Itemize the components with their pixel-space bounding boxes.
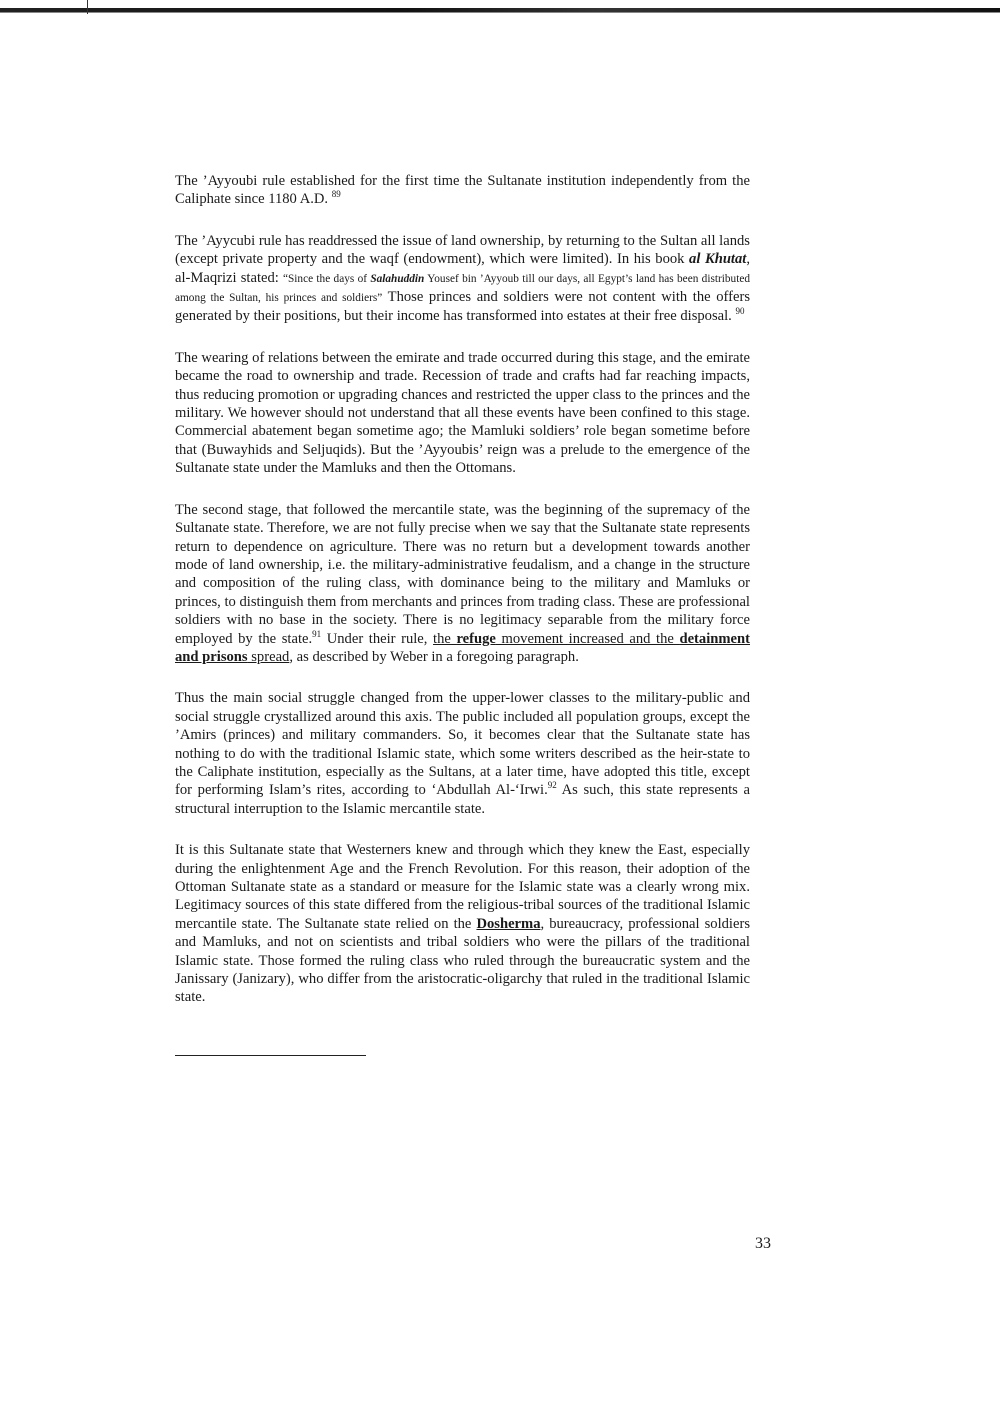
scan-tick-mark bbox=[87, 0, 88, 14]
paragraph-text: Under their rule, bbox=[321, 630, 434, 647]
quote-text: Yousef bin ’Ayyoub till our days, all Egypt’s land has been distributed among the Sultan, his princes and soldiers” bbox=[175, 272, 751, 305]
paragraph-social-struggle bbox=[175, 689, 750, 818]
footnote-separator bbox=[175, 1055, 366, 1056]
paragraph-text: As such, this state represents a structural interruption to the Islamic mercantile state. bbox=[175, 782, 750, 817]
paragraph-land-ownership bbox=[175, 232, 750, 326]
scan-top-border-shadow bbox=[0, 12, 1000, 13]
quote-text: “Since the days of bbox=[282, 272, 371, 285]
footnote-ref-89: 89 bbox=[331, 189, 341, 200]
page-number: 33 bbox=[755, 1235, 771, 1252]
term-dosherma: Dosherma bbox=[476, 915, 541, 932]
paragraph-westerners bbox=[175, 841, 750, 1007]
footnote-ref-92: 92 bbox=[547, 780, 557, 791]
paragraph-text: The second stage, that followed the mercantile state, was the beginning of the supremacy of the Sultanate state. Therefore, we are not fully precise when we say that the Sultanate state represents return to dependence on agriculture. There was no return but a development towards another mode of land ownership, i.e. the military-administrative feudalism, and a change in the structure and composition of the ruling class, with dominance being to the military and Mamluks or princes, to distinguish them from merchants and princes from trading class. These are professional soldiers with no base in the society. There is no legitimacy separable from the military force employed by the state. bbox=[175, 501, 750, 647]
paragraph-text: The wearing of relations between the emirate and trade occurred during this stage, and the emirate became the road to ownership and trade. Recession of trade and crafts had far reaching impacts, thus reducing promotion or upgrading chances and restricted the upper class to the princes and the military. We however should not understand that all these events have been confined to this stage. Commercial abatement began sometime ago; the Mamluki soldiers’ role began sometime before that (Buwayhids and Seljuqids). But the ’Ayyoubis’ reign was a prelude to the emergence of the Sultanate state under the Mamluks and then the Ottomans. bbox=[175, 349, 750, 477]
paragraph-emirate-trade bbox=[175, 349, 750, 478]
book-title: al Khutat bbox=[689, 251, 747, 268]
paragraph-text: Thus the main social struggle changed from the upper-lower classes to the military-public and social struggle crystallized around this axis. The public included all population groups, except the ’Amirs (princes) and military commanders. So, it becomes clear that the Sultanate state has nothing to do with the traditional Islamic state, which some writers described as the heir-state to the Caliphate institution, especially as the Sultans, at a later time, have adopted this title, except for performing Islam’s rites, according to ‘Abdullah Al-‘Irwi. bbox=[175, 690, 750, 799]
underlined-text bbox=[433, 631, 679, 647]
paragraph-text: It is this Sultanate state that Westerners knew and through which they knew the East, especially during the enlightenment Age and the French Revolution. For this reason, their adoption of the Ottoman Sultanate state as a standard or measure for the Islamic state was a clearly wrong mix. Legitimacy sources of this state differed from the religious-tribal sources of the traditional Islamic mercantile state. The Sultanate state relied on the bbox=[175, 842, 750, 932]
footnote-ref-90: 90 bbox=[735, 306, 745, 317]
footnote-ref-91: 91 bbox=[312, 628, 322, 639]
paragraph-text: The ’Ayycubi rule has readdressed the issue of land ownership, by returning to the Sultan all lands (except private property and the waqf (endowment), which were limited). In his book bbox=[175, 232, 750, 268]
underlined-part: the bbox=[433, 630, 457, 647]
body-text bbox=[175, 172, 750, 1030]
paragraph-text: Those princes and soldiers were not content with the offers generated by their positions, but their income has transformed into estates at their free disposal. bbox=[175, 289, 751, 325]
paragraph-second-stage bbox=[175, 501, 750, 667]
paragraph-text: The ’Ayyoubi rule established for the first time the Sultanate institution independently from the Caliphate since 1180 A.D. bbox=[175, 173, 750, 208]
paragraph-text: , al-Maqrizi stated: bbox=[175, 251, 750, 286]
underlined-part: movement increased and the bbox=[495, 630, 680, 647]
paragraph-text: , bureaucracy, professional soldiers and Mamluks, and not on scientists and tribal soldiers who were the pillars of the traditional Islamic state. Those formed the ruling class who ruled through the bureaucratic system and the Janissary (Janizary), who differ from the aristocratic-oligarchy that ruled in the traditional Islamic state. bbox=[175, 915, 751, 1006]
bold-word: refuge bbox=[456, 630, 496, 647]
underlined-text: spread bbox=[247, 648, 290, 665]
quote-name: Salahuddin bbox=[370, 272, 425, 285]
paragraph-ayyoubi-rule bbox=[175, 172, 750, 209]
bold-underlined-text: detainment and prisons bbox=[175, 630, 750, 665]
paragraph-text: , as described by Weber in a foregoing paragraph. bbox=[289, 648, 579, 665]
